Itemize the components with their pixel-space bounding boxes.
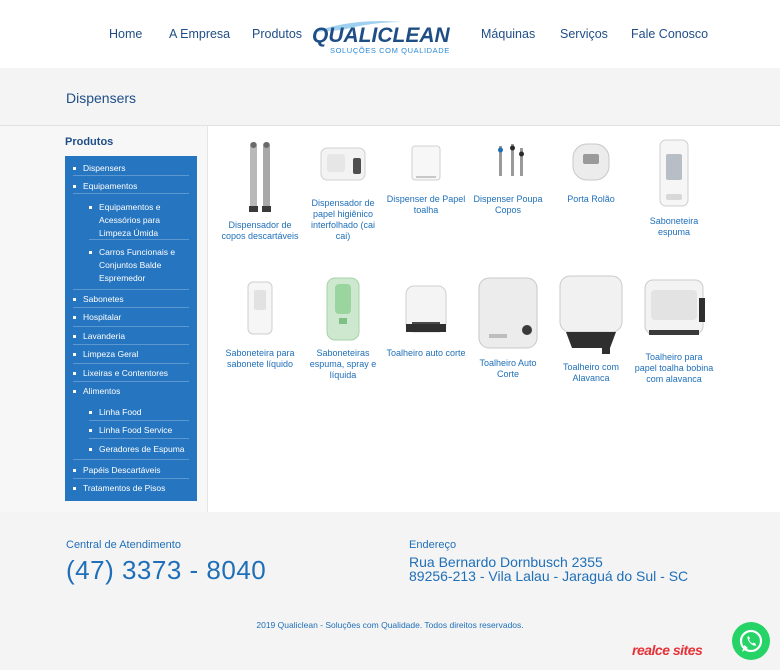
- sidebar-item-label: Equipamentos: [83, 181, 138, 191]
- menu-divider: [73, 344, 189, 345]
- logo-brand: QUALICLEAN: [312, 24, 450, 47]
- central-label: Central de Atendimento: [66, 539, 181, 551]
- bullet-icon: [89, 448, 92, 451]
- paper-towel-dispenser-image: [398, 136, 454, 190]
- liquid-soap-dispenser-image: [232, 274, 288, 344]
- product-name: Porta Rolão: [567, 194, 615, 204]
- product-card[interactable]: [386, 274, 466, 359]
- roll-lever-towel-dispenser-image: [639, 274, 709, 348]
- product-name: Dispensador de papel higiênico interfolhado (cai cai): [310, 198, 376, 241]
- product-name: Toalheiro auto corte: [386, 348, 466, 358]
- nav-fale-conosco[interactable]: Fale Conosco: [631, 27, 709, 41]
- lever-towel-dispenser-image: [556, 274, 626, 358]
- product-card[interactable]: [220, 136, 300, 242]
- bullet-icon: [89, 411, 92, 414]
- realce-sites-credit[interactable]: realce sites: [632, 642, 703, 658]
- nav-empresa[interactable]: A Empresa: [169, 27, 231, 41]
- menu-divider: [73, 289, 189, 290]
- product-card[interactable]: [468, 274, 548, 380]
- product-name: Toalheiro Auto Corte: [479, 358, 537, 379]
- product-card[interactable]: [551, 136, 631, 205]
- sidebar-item-label: Lavanderia: [83, 331, 126, 341]
- bullet-icon: [73, 390, 76, 393]
- whatsapp-icon: [732, 622, 770, 660]
- site-footer: [0, 512, 780, 670]
- page-title-band: [0, 68, 780, 126]
- product-card[interactable]: [551, 274, 631, 384]
- product-card[interactable]: [220, 274, 300, 370]
- sidebar-item-label: Tratamentos de Pisos: [83, 483, 166, 493]
- qualiclean-logo[interactable]: [312, 18, 470, 58]
- sidebar-item-label: Carros Funcionais e Conjuntos Balde Espremedor: [99, 247, 176, 283]
- product-card[interactable]: [634, 136, 714, 238]
- menu-divider: [73, 193, 189, 194]
- sidebar-item-label: Geradores de Espuma: [99, 444, 185, 454]
- product-card[interactable]: [386, 136, 466, 216]
- product-name: Toalheiro com Alavanca: [562, 362, 620, 383]
- foam-soap-dispenser-image: [646, 136, 702, 212]
- sidebar-item-label: Linha Food Service: [99, 425, 173, 435]
- bullet-icon: [73, 372, 76, 375]
- address-label: Endereço: [409, 539, 457, 551]
- sidebar-item-label: Linha Food: [99, 407, 142, 417]
- bullet-icon: [73, 167, 76, 170]
- menu-divider: [73, 307, 189, 308]
- sidebar-item-label: Alimentos: [83, 386, 121, 396]
- nav-maquinas[interactable]: Máquinas: [481, 27, 536, 41]
- bullet-icon: [89, 251, 92, 254]
- sidebar-item-label: Equipamentos e Acessórios para Limpeza Úmida: [99, 202, 161, 238]
- sidebar-item-label: Limpeza Geral: [83, 349, 139, 359]
- menu-divider: [89, 420, 189, 421]
- address-line-2: 89256-213 - Vila Lalau - Jaraguá do Sul - SC: [409, 568, 689, 584]
- product-card[interactable]: [634, 274, 714, 385]
- roll-holder-image: [563, 136, 619, 190]
- product-name: Saboneteira para sabonete líquido: [225, 348, 295, 369]
- spray-soap-dispenser-image: [315, 274, 371, 344]
- auto-cut-towel-dispenser-image: [398, 274, 454, 344]
- sidebar-item-label: Hospitalar: [83, 312, 122, 322]
- bullet-icon: [73, 185, 76, 188]
- page-title: Dispensers: [66, 90, 137, 106]
- whatsapp-button[interactable]: [732, 622, 770, 660]
- product-name: Dispenser Poupa Copos: [473, 194, 543, 215]
- menu-divider: [89, 438, 189, 439]
- logo-tagline: SOLUÇÕES COM QUALIDADE: [330, 46, 450, 55]
- sidebar-heading: Produtos: [65, 136, 114, 148]
- bullet-icon: [73, 469, 76, 472]
- bullet-icon: [73, 335, 76, 338]
- product-name: Saboneteiras espuma, spray e líquida: [309, 348, 377, 380]
- category-menu: [65, 156, 197, 501]
- menu-divider: [73, 381, 189, 382]
- phone-number[interactable]: (47) 3373 - 8040: [66, 555, 267, 585]
- bullet-icon: [73, 316, 76, 319]
- menu-divider: [73, 326, 189, 327]
- sidebar-item-label: Papéis Descartáveis: [83, 465, 161, 475]
- product-card[interactable]: [468, 136, 548, 216]
- nav-home[interactable]: Home: [109, 27, 143, 41]
- bullet-icon: [89, 206, 92, 209]
- cup-dispenser-image: [240, 136, 280, 216]
- tissue-dispenser-image: [315, 136, 371, 194]
- nav-produtos[interactable]: Produtos: [252, 27, 303, 41]
- bullet-icon: [73, 487, 76, 490]
- sidebar-item-label: Dispensers: [83, 163, 126, 173]
- product-name: Dispensador de copos descartáveis: [221, 220, 299, 241]
- product-name: Dispenser de Papel toalha: [386, 194, 466, 215]
- sidebar-area: [0, 126, 208, 512]
- product-card[interactable]: [303, 274, 383, 381]
- sidebar-item-label: Sabonetes: [83, 294, 124, 304]
- product-grid: [209, 126, 726, 426]
- product-name: Saboneteira espuma: [649, 216, 699, 237]
- sidebar-item-label: Lixeiras e Contentores: [83, 368, 169, 378]
- address-line-1: Rua Bernardo Dornbusch 2355: [409, 554, 603, 570]
- bullet-icon: [73, 353, 76, 356]
- menu-divider: [73, 459, 189, 460]
- bullet-icon: [89, 429, 92, 432]
- menu-divider: [73, 175, 189, 176]
- auto-cut-towel-dispenser-image: [473, 274, 543, 354]
- product-card[interactable]: [303, 136, 383, 242]
- menu-divider: [73, 478, 189, 479]
- cup-saver-dispenser-image: [480, 136, 536, 190]
- menu-divider: [73, 363, 189, 364]
- bullet-icon: [73, 298, 76, 301]
- site-header: [0, 0, 780, 68]
- nav-servicos[interactable]: Serviços: [560, 27, 608, 41]
- copyright-text: 2019 Qualiclean - Soluções com Qualidade. Todos direitos reservados.: [256, 620, 524, 630]
- product-name: Toalheiro para papel toalha bobina com alavanca: [634, 352, 714, 384]
